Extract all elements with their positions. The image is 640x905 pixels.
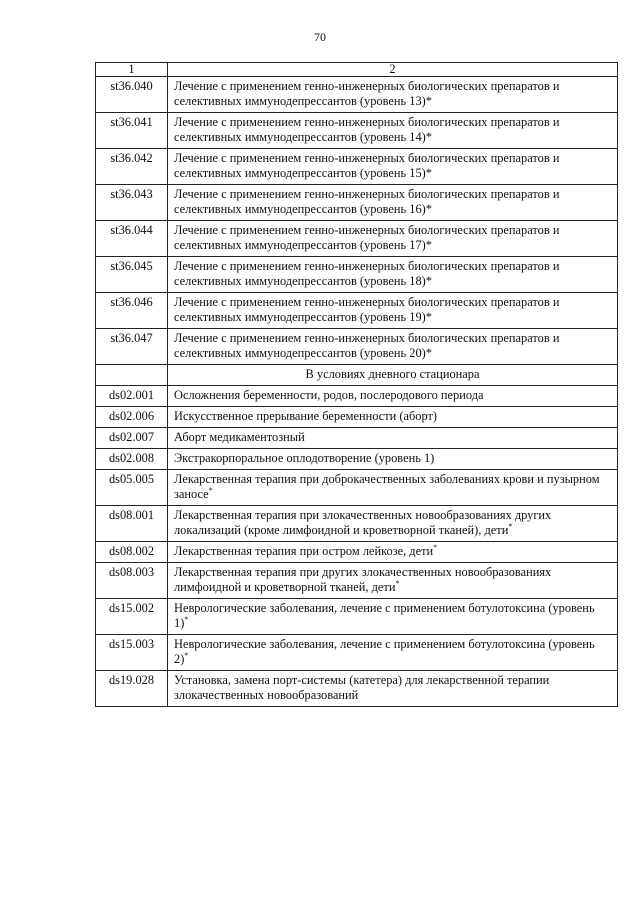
description-text: В условиях дневного стационара bbox=[305, 367, 480, 381]
row-description bbox=[168, 599, 618, 635]
section-header-row bbox=[96, 365, 618, 386]
row-description bbox=[168, 428, 618, 449]
table-row bbox=[96, 185, 618, 221]
table-row bbox=[96, 221, 618, 257]
description-text: Лекарственная терапия при других злокачественных новообразованиях лимфоидной и кроветворной тканей, дети bbox=[174, 565, 552, 594]
table-row bbox=[96, 599, 618, 635]
footnote-marker: * bbox=[184, 614, 189, 624]
page-number: 70 bbox=[314, 30, 326, 44]
row-code: ds08.002 bbox=[96, 542, 168, 563]
table-header-row bbox=[96, 63, 618, 77]
row-code: ds19.028 bbox=[96, 671, 168, 707]
row-description bbox=[168, 257, 618, 293]
footnote-marker: * bbox=[433, 542, 438, 552]
row-description bbox=[168, 470, 618, 506]
description-text: Лекарственная терапия при доброкачественных заболеваниях крови и пузырном заносе bbox=[174, 472, 600, 501]
footnote-marker: * bbox=[508, 521, 513, 531]
table-row bbox=[96, 386, 618, 407]
row-description bbox=[168, 635, 618, 671]
row-code: st36.043 bbox=[96, 185, 168, 221]
column-header-1: 1 bbox=[96, 63, 168, 77]
row-code: st36.047 bbox=[96, 329, 168, 365]
description-text: Неврологические заболевания, лечение с применением ботулотоксина (уровень 1) bbox=[174, 601, 595, 630]
row-code: ds08.001 bbox=[96, 506, 168, 542]
row-description bbox=[168, 293, 618, 329]
row-description bbox=[168, 77, 618, 113]
table-row bbox=[96, 407, 618, 428]
description-text: Лекарственная терапия при остром лейкозе, дети bbox=[174, 544, 434, 558]
table-body bbox=[96, 77, 618, 707]
row-code: ds08.003 bbox=[96, 563, 168, 599]
description-text: Искусственное прерывание беременности (аборт) bbox=[174, 409, 438, 423]
row-description bbox=[168, 113, 618, 149]
row-description bbox=[168, 449, 618, 470]
description-text: Лечение с применением генно-инженерных биологических препаратов и селективных иммунодепрессантов (уровень 14)* bbox=[174, 115, 560, 144]
row-description bbox=[168, 221, 618, 257]
description-text: Осложнения беременности, родов, послеродового периода bbox=[174, 388, 484, 402]
row-code: ds02.006 bbox=[96, 407, 168, 428]
row-code bbox=[96, 365, 168, 386]
description-text: Лечение с применением генно-инженерных биологических препаратов и селективных иммунодепрессантов (уровень 20)* bbox=[174, 331, 560, 360]
row-description bbox=[168, 563, 618, 599]
description-text: Лечение с применением генно-инженерных биологических препаратов и селективных иммунодепрессантов (уровень 19)* bbox=[174, 295, 560, 324]
description-text: Лекарственная терапия при злокачественных новообразованиях других локализаций (кроме лимфоидной и кроветворной тканей), дети bbox=[174, 508, 552, 537]
row-code: ds05.005 bbox=[96, 470, 168, 506]
row-description bbox=[168, 407, 618, 428]
row-description bbox=[168, 149, 618, 185]
description-text: Установка, замена порт-системы (катетера) для лекарственной терапии злокачественных новообразований bbox=[174, 673, 550, 702]
table-row bbox=[96, 671, 618, 707]
row-code: st36.044 bbox=[96, 221, 168, 257]
description-text: Аборт медикаментозный bbox=[174, 430, 305, 444]
row-code: ds02.007 bbox=[96, 428, 168, 449]
table-row bbox=[96, 506, 618, 542]
table-row bbox=[96, 563, 618, 599]
section-title bbox=[168, 365, 618, 386]
description-text: Неврологические заболевания, лечение с применением ботулотоксина (уровень 2) bbox=[174, 637, 595, 666]
description-text: Лечение с применением генно-инженерных биологических препаратов и селективных иммунодепрессантов (уровень 17)* bbox=[174, 223, 560, 252]
row-code: st36.046 bbox=[96, 293, 168, 329]
table-row bbox=[96, 113, 618, 149]
table-row bbox=[96, 329, 618, 365]
row-description bbox=[168, 185, 618, 221]
row-code: st36.040 bbox=[96, 77, 168, 113]
table-row bbox=[96, 149, 618, 185]
row-code: st36.041 bbox=[96, 113, 168, 149]
row-description bbox=[168, 542, 618, 563]
row-code: ds02.008 bbox=[96, 449, 168, 470]
row-description bbox=[168, 386, 618, 407]
description-text: Лечение с применением генно-инженерных биологических препаратов и селективных иммунодепрессантов (уровень 18)* bbox=[174, 259, 560, 288]
codes-table bbox=[95, 62, 618, 707]
footnote-marker: * bbox=[184, 650, 189, 660]
row-code: ds02.001 bbox=[96, 386, 168, 407]
table-row bbox=[96, 542, 618, 563]
table-row bbox=[96, 257, 618, 293]
row-description bbox=[168, 506, 618, 542]
row-description bbox=[168, 671, 618, 707]
row-code: st36.042 bbox=[96, 149, 168, 185]
row-code: st36.045 bbox=[96, 257, 168, 293]
column-header-2: 2 bbox=[168, 63, 618, 77]
description-text: Лечение с применением генно-инженерных биологических препаратов и селективных иммунодепрессантов (уровень 15)* bbox=[174, 151, 560, 180]
row-code: ds15.003 bbox=[96, 635, 168, 671]
table-row bbox=[96, 428, 618, 449]
table-row bbox=[96, 470, 618, 506]
description-text: Экстракорпоральное оплодотворение (уровень 1) bbox=[174, 451, 435, 465]
row-description bbox=[168, 329, 618, 365]
table-row bbox=[96, 635, 618, 671]
description-text: Лечение с применением генно-инженерных биологических препаратов и селективных иммунодепрессантов (уровень 13)* bbox=[174, 79, 560, 108]
footnote-marker: * bbox=[208, 485, 213, 495]
table-row bbox=[96, 77, 618, 113]
row-code: ds15.002 bbox=[96, 599, 168, 635]
table-row bbox=[96, 449, 618, 470]
footnote-marker: * bbox=[395, 578, 400, 588]
table-row bbox=[96, 293, 618, 329]
description-text: Лечение с применением генно-инженерных биологических препаратов и селективных иммунодепрессантов (уровень 16)* bbox=[174, 187, 560, 216]
